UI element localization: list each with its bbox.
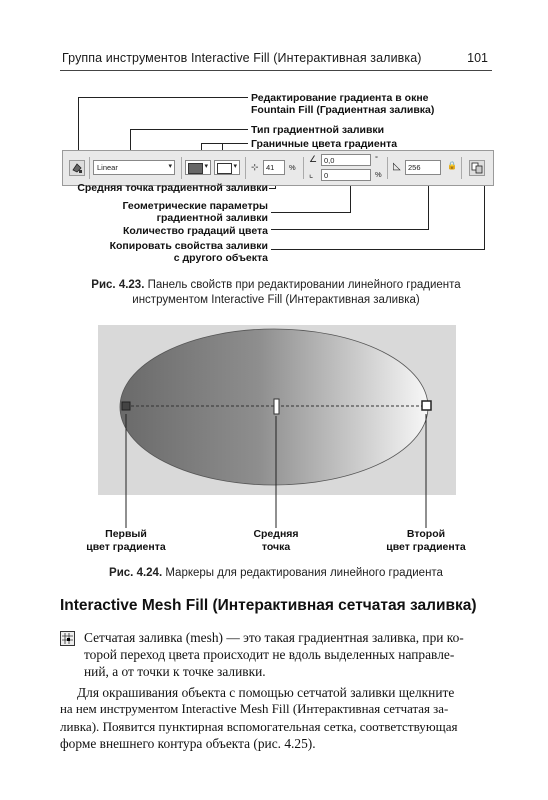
midpoint-icon: ⊹ [251, 162, 259, 172]
caption-text: Маркеры для редактирования линейного градиента [162, 567, 443, 579]
fill-type-value: Linear [97, 163, 118, 172]
property-bar [62, 150, 494, 186]
start-color-picker[interactable] [185, 160, 211, 175]
angle-value: 0,0 [324, 156, 335, 165]
mesh-fill-tool-icon [60, 631, 75, 646]
edge-pad-icon: ⌞ [309, 169, 314, 179]
paragraph-mesh-definition-line3: ний, а от точки к точке заливки. [84, 664, 266, 679]
callout-edit-gradient-1: Редактирование градиента в окне [251, 92, 429, 104]
label-line: Второй [406, 528, 446, 540]
paragraph-mesh-usage-line3: ливка). Появится пунктирная вспомогательная сетка, соответствующая [60, 719, 458, 734]
chevron-down-icon: ▾ [168, 163, 172, 170]
label-second-color [386, 528, 466, 554]
copy-fill-properties-button[interactable] [469, 160, 485, 176]
page-number: 101 [467, 51, 488, 65]
callout-edge-colors: Граничные цвета градиента [251, 138, 398, 150]
callout-edit-gradient-2: Fountain Fill (Градиентная заливка) [251, 104, 435, 116]
first-color-marker[interactable] [122, 402, 130, 410]
end-color-picker[interactable] [214, 160, 240, 175]
leader-line [484, 186, 485, 250]
label-midpoint [236, 528, 316, 554]
fountain-fill-edit-button[interactable] [69, 160, 85, 176]
label-line: Средняя [253, 528, 299, 540]
angle-input[interactable] [321, 154, 371, 166]
edge-pad-input[interactable] [321, 169, 371, 181]
callout-gradient-type: Тип градиентной заливки [251, 124, 385, 136]
figure-caption-424 [60, 566, 492, 581]
header-rule [60, 70, 492, 71]
toolbar-separator [387, 157, 388, 179]
leader-line [78, 97, 79, 153]
callout-copy-fill-1: Копировать свойства заливки [109, 240, 268, 252]
midpoint-marker[interactable] [274, 399, 279, 414]
leader-line [271, 212, 351, 213]
steps-input[interactable] [405, 160, 441, 175]
section-heading: Interactive Mesh Fill (Интерактивная сетчатая заливка) [60, 597, 477, 614]
fill-type-select[interactable] [93, 160, 175, 175]
mesh-grid-icon [61, 632, 74, 645]
leader-line [350, 186, 351, 212]
steps-icon: ◺ [393, 161, 401, 172]
paragraph-mesh-definition-line2: торой переход цвета происходит не вдоль выделенных направле- [84, 647, 455, 662]
toolbar-separator [89, 157, 90, 179]
leader-line [201, 143, 248, 144]
label-line: цвет градиента [86, 541, 166, 553]
leader-line [78, 97, 248, 98]
leader-line [271, 249, 485, 250]
toolbar-separator [303, 157, 304, 179]
color-swatch-light [217, 163, 232, 174]
callout-geometry-1: Геометрические параметры [122, 200, 268, 212]
caption-text: Панель свойств при редактировании линейного градиента [144, 279, 461, 291]
label-line: Первый [105, 528, 147, 540]
running-header-title: Группа инструментов Interactive Fill (Интерактивная заливка) [62, 51, 422, 65]
label-line: точка [261, 541, 291, 553]
toolbar-separator [245, 157, 246, 179]
second-color-marker[interactable] [422, 401, 431, 410]
edge-pad-unit: % [375, 170, 382, 179]
midpoint-unit: % [289, 163, 296, 172]
lock-icon[interactable]: 🔒 [447, 161, 457, 170]
leader-line [269, 188, 276, 189]
paragraph-mesh-usage-line1: Для окрашивания объекта с помощью сетчатой заливки щелкните [77, 685, 455, 700]
toolbar-separator [181, 157, 182, 179]
leader-line [428, 186, 429, 229]
figure-caption-423 [60, 278, 492, 308]
caption-label: Рис. 4.23. [91, 279, 145, 291]
midpoint-value: 41 [266, 163, 275, 172]
angle-unit: ° [375, 154, 378, 163]
midpoint-input[interactable] [263, 160, 285, 175]
caption-label: Рис. 4.24. [109, 567, 163, 579]
angle-icon: ∠ [309, 154, 318, 164]
color-swatch-dark [188, 163, 203, 174]
chevron-down-icon: ▾ [204, 163, 208, 170]
bucket-icon [70, 161, 84, 175]
leader-line [130, 129, 248, 130]
copy-fill-icon [470, 161, 484, 175]
paragraph-mesh-definition-line1: Сетчатая заливка (mesh) — это такая градиентная заливка, при ко- [84, 630, 464, 645]
label-first-color [86, 528, 166, 554]
paragraph-mesh-usage-line4: форме внешнего контура объекта (рис. 4.25). [60, 736, 316, 751]
callout-copy-fill-2: с другого объекта [173, 252, 268, 264]
steps-value: 256 [408, 163, 421, 172]
leader-line [271, 229, 429, 230]
edge-pad-value: 0 [324, 171, 329, 180]
label-line: цвет градиента [386, 541, 466, 553]
callout-steps: Количество градаций цвета [123, 225, 268, 237]
callout-geometry-2: градиентной заливки [156, 212, 268, 224]
chevron-down-icon: ▾ [233, 163, 237, 170]
callout-midpoint: Средняя точка градиентной заливки [77, 182, 268, 194]
paragraph-mesh-usage-line2: на нем инструментом Interactive Mesh Fill (Интерактивная сетчатая за- [60, 702, 449, 716]
caption-text: инструментом Interactive Fill (Интерактивная заливка) [132, 294, 420, 306]
toolbar-separator [461, 157, 462, 179]
